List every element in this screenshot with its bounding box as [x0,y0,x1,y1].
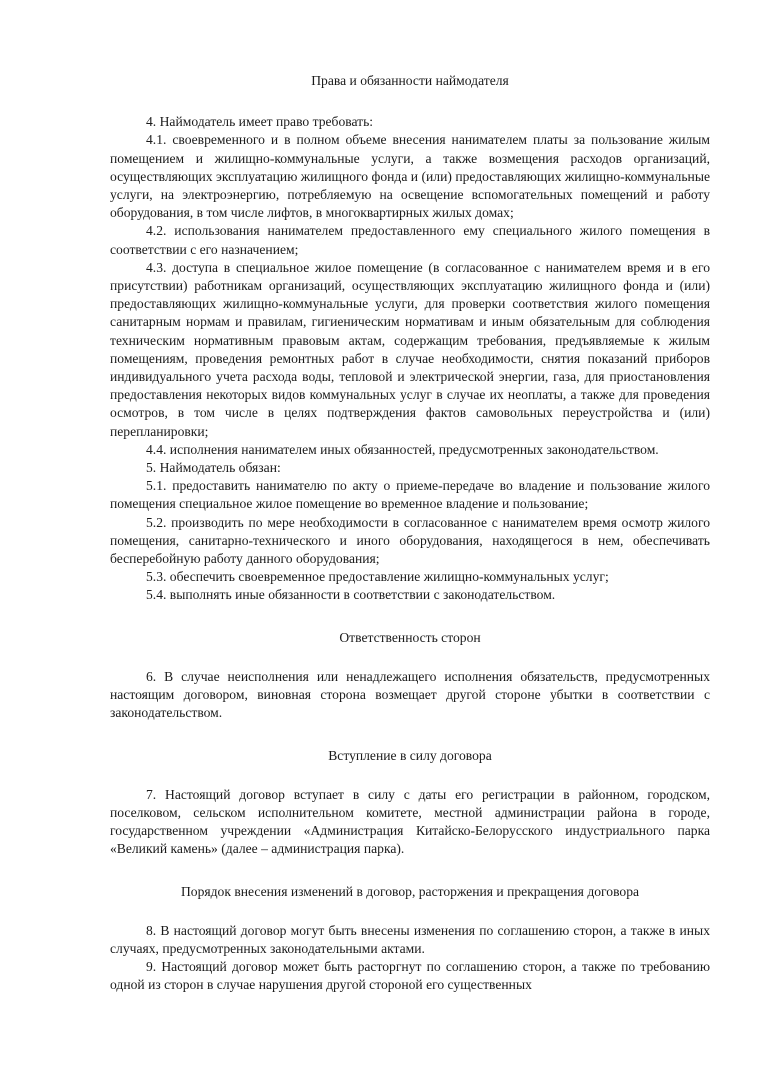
clause-5: 5. Наймодатель обязан: [146,460,281,476]
section-title-landlord-rights: Права и обязанности наймодателя [311,73,509,88]
clause-9: 9. Настоящий договор может быть расторгнут по соглашению сторон, а также по требованию одной из сторон в случае нарушения другой стороной его существенных [110,959,710,993]
clause-5-2: 5.2. производить по мере необходимости в согласованное с нанимателем время осмотр жилого помещения, санитарно-технического и иного оборудования, находящегося в нем, обеспечивать бесперебойную работу данного оборудования; [110,514,710,567]
clause-5-1: 5.1. предоставить нанимателю по акту о приеме-передаче во владение и пользование жилого помещения специальное жилое помещение во временное владение и пользование; [110,478,710,512]
clause-6: 6. В случае неисполнения или ненадлежащего исполнения обязательств, предусмотренных настоящим договором, виновная сторона возмещает другой стороне убытки в соответствии с законодательством. [110,668,710,721]
clause-7: 7. Настоящий договор вступает в силу с даты его регистрации в районном, городском, поселковом, сельском исполнительном комитете, местной администрации района в городе, государственном учреждении «Администрация Китайско-Белорусского индустриального парка «Великий камень» (далее – администрация парка). [110,786,710,857]
section-title-amendment: Порядок внесения изменений в договор, расторжения и прекращения договора [180,883,640,899]
clause-8: 8. В настоящий договор могут быть внесены изменения по соглашению сторон, а также в иных случаях, предусмотренных законодательными актами. [110,922,710,956]
clause-4-2: 4.2. использования нанимателем предоставленного ему специального жилого помещения в соответствии с его назначением; [110,223,710,257]
clause-4: 4. Наймодатель имеет право требовать: [146,114,374,130]
clause-4-1: 4.1. своевременного и в полном объеме внесения нанимателем платы за пользование жилым помещением и жилищно-коммунальные услуги, а также возмещения расходов организаций, осуществляющих эксплуатацию жилищного фонда и (или) предоставляющих жилищно-коммунальные услуги, на электроэнергию, потребляемую на освещение вспомогательных помещений и работу оборудования, в том числе лифтов, в многоквартирных жилых домах; [110,132,710,221]
section-title-entry-into-force: Вступление в силу договора [328,747,492,763]
clause-5-3: 5.3. обеспечить своевременное предоставление жилищно-коммунальных услуг; [146,569,609,585]
clause-4-4: 4.4. исполнения нанимателем иных обязанностей, предусмотренных законодательством. [146,441,659,457]
clause-4-3: 4.3. доступа в специальное жилое помещение (в согласованное с нанимателем время и в его присутствии) работникам организаций, осуществляющих эксплуатацию жилищного фонда и (или) предоставляющих жилищно-коммунальные услуги, для проверки соответствия жилого помещения санитарным нормам и правилам, гигиеническим нормативам и иным обязательным для соблюдения техническим нормативным правовым актам, содержащим требования, предъявляемые к жилым помещениям, проведения ремонтных работ в случае необходимости, снятия показаний приборов индивидуального учета расхода воды, тепловой и электрической энергии, газа, для приостановления предоставления некоторых видов коммунальных услуг в случае их неоплаты, а также для проведения осмотров, в том числе в целях подтверждения фактов самовольных переустройства и (или) перепланировки; [110,259,710,439]
section-title-liability: Ответственность сторон [339,629,481,645]
clause-5-4: 5.4. выполнять иные обязанности в соответствии с законодательством. [146,587,556,603]
